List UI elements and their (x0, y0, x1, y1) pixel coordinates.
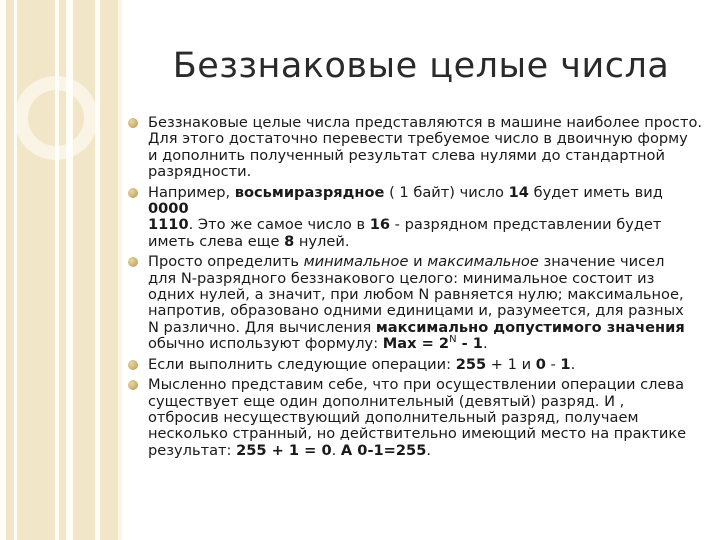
bullet-item-1: Беззнаковые целые числа представляются в машине наиболее просто. Для этого достаточно перевести требуемое число в двоичную форму и дополнить полученный результат слева нулями до стандартной разрядности. (148, 115, 708, 181)
bullet-icon (128, 118, 138, 128)
slide-title: Беззнаковые целые числа (172, 46, 670, 86)
bullet-list (148, 115, 708, 459)
bullet-icon (128, 380, 138, 390)
bullet-item-4: Если выполнить следующие операции: 255 + 1 и 0 - 1. (148, 357, 708, 373)
slide-content (148, 115, 708, 463)
decorative-circle (14, 76, 98, 160)
bullet-item-5: Мысленно представим себе, что при осуществлении операции слева существует еще один дополнительный (девятый) разряд. И , отбросив несуществующий дополнительный разряд, получаем несколько странный, но действительно имеющий место на практике результат: 255 + 1 = 0. А 0-1=255. (148, 377, 708, 459)
bullet-icon (128, 188, 138, 198)
bullet-item-3: Просто определить минимальное и максимальное значение чисел для N-разрядного беззнакового целого: минимальное состоит из одних нулей, а значит, при любом N равняется нулю; максимальное, напротив, образовано одними единицами и, разумеется, для разных N различно. Для вычисления максимально допустимого значения обычно используют формулу: Max = $2^N - 1$. (148, 254, 708, 352)
bullet-item-2: Например, восьмиразрядное ( 1 байт) число 14 будет иметь вид 0000 1110. Это же самое число в 16 - разрядном представлении будет иметь слева еще 8 нулей. (148, 185, 708, 251)
decorative-sidebar (0, 0, 122, 540)
bullet-icon (128, 360, 138, 370)
bullet-icon (128, 257, 138, 267)
